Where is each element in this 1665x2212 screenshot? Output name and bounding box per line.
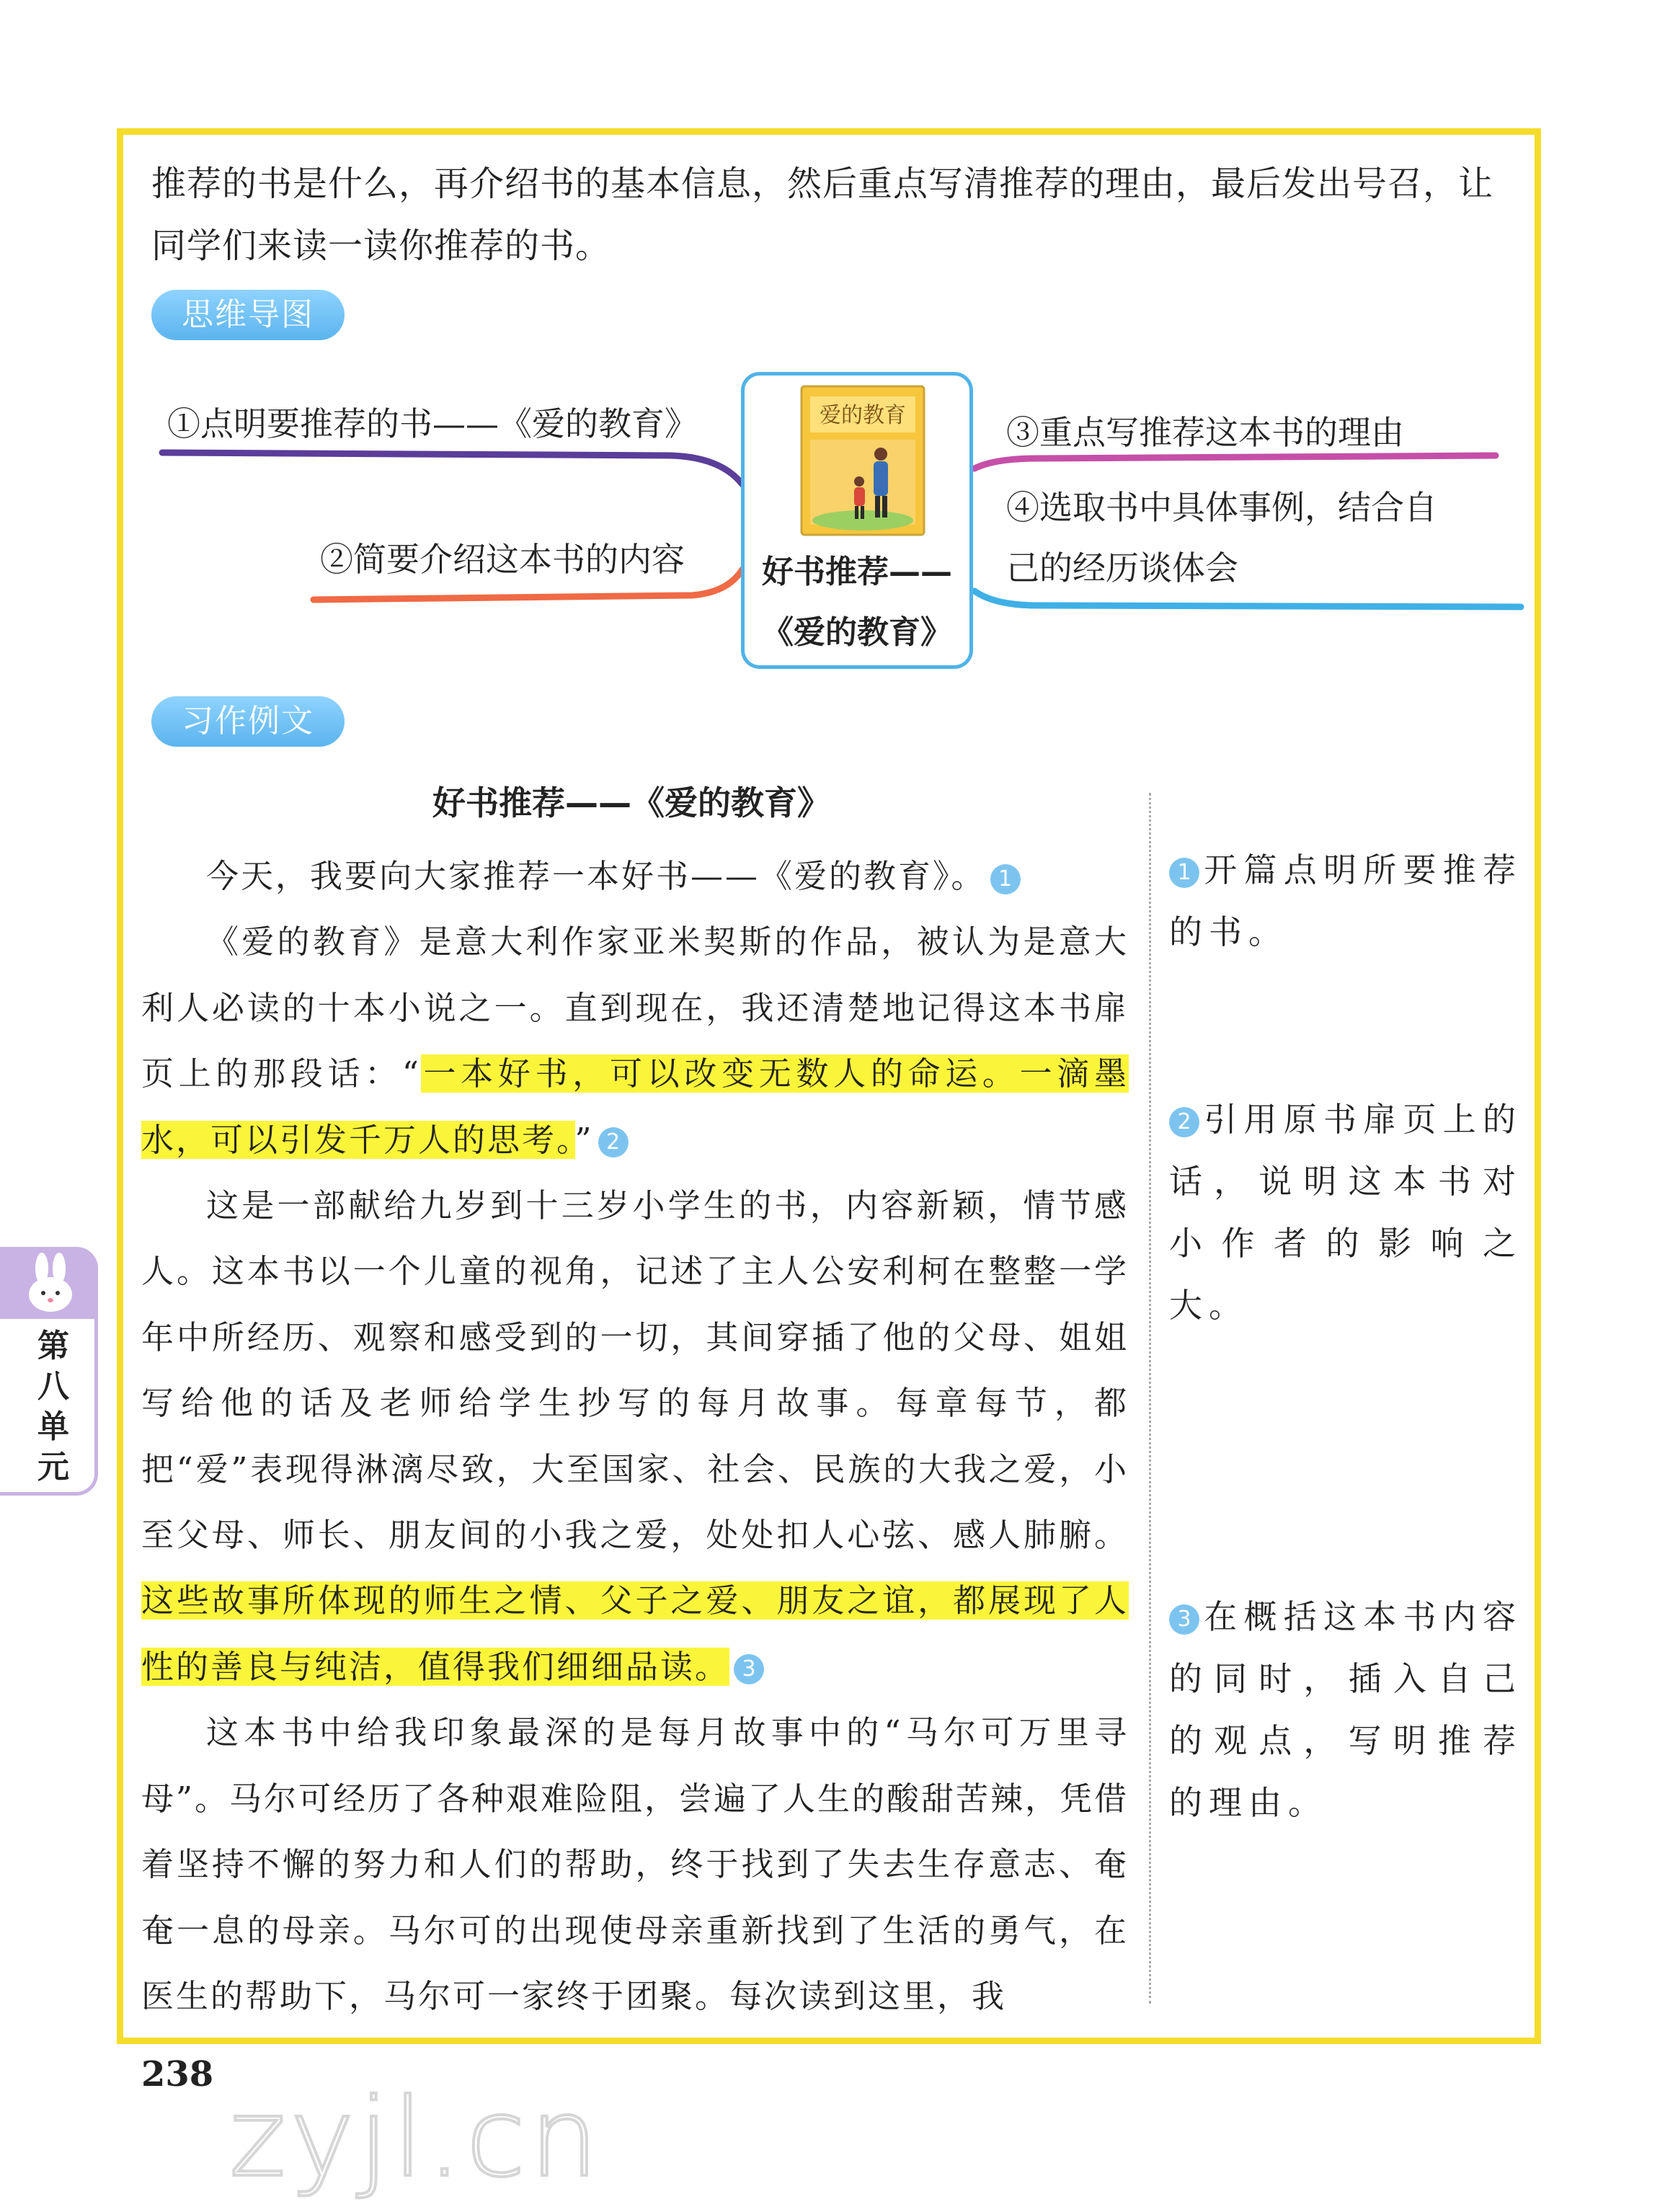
mindmap-item-4-line1: ④选取书中具体事例，结合自 <box>1006 488 1437 527</box>
mindmap-item-3: ③重点写推荐这本书的理由 <box>1006 413 1404 452</box>
center-title-line2: 《爱的教育》 <box>762 614 952 651</box>
mindmap-center-title <box>741 542 973 663</box>
essay-paragraph-1: 今天，我要向大家推荐一本好书——《爱的教育》。 1 <box>141 843 1129 909</box>
book-cover-title: 爱的教育 <box>820 403 906 428</box>
unit-tab-label: 第八单元 <box>37 1328 69 1485</box>
side-note-1: 1 开篇点明所要推荐的书。 <box>1169 850 1522 951</box>
notes-divider <box>1149 793 1151 2004</box>
unit-tab-header <box>0 1247 98 1319</box>
essay-paragraph-4: 这本书中给我印象最深的是每月故事中的“马尔可万里寻母”。马尔可经历了各种艰难险阻，尝遍了人生的酸甜苦辣，凭借着坚持不懈的努力和人们的帮助，终于找到了失去生存意志、奄奄一息的母亲。马尔可的出现使母亲重新找到了生活的勇气，在医生的帮助下，马尔可一家终于团聚。每次读到这里，我 <box>141 1713 1129 2015</box>
note-marker-3: 3 <box>1169 1604 1199 1635</box>
center-title-line1: 好书推荐—— <box>762 554 952 590</box>
branch-3-line <box>974 456 1496 468</box>
essay-title: 好书推荐——《爱的教育》 <box>432 783 830 822</box>
intro-paragraph: 推荐的书是什么，再介绍书的基本信息，然后重点写清推荐的理由，最后发出号召，让同学们来读一读你推荐的书。 <box>151 164 1494 266</box>
marker-3: 3 <box>734 1654 764 1684</box>
side-note-2: 2 引用原书扉页上的话，说明这本书对小作者的影响之大。 <box>1169 1100 1522 1325</box>
mindmap-label: 思维导图 <box>151 290 345 340</box>
rabbit-icon <box>0 1247 98 1319</box>
mindmap-item-2: ②简要介绍这本书的内容 <box>320 540 685 579</box>
marker-1: 1 <box>990 864 1021 894</box>
essay-paragraph-3: 这是一部献给九岁到十三岁小学生的书，内容新颖，情节感人。这本书以一个儿童的视角，记述了主人公安利柯在整整一学年中所经历、观察和感受到的一切，其间穿插了他的父母、姐姐写给他的话及老师给学生抄写的每月故事。每章每节，都把“爱”表现得淋漓尽致，大至国家、社会、民族的大我之爱，小至父母、师长、朋友间的小我之爱，处处扣人心弦、感人肺腑。这些故事所体现的师生之情、父子之爱、朋友之谊，都展现了人性的善良与纯洁，值得我们细细品读。 3 <box>141 1186 1129 1686</box>
mindmap-item-4-line2: 己的经历谈体会 <box>1006 548 1238 587</box>
essay-body <box>141 843 1129 2029</box>
watermark: zyjl.cn <box>229 2076 603 2201</box>
mindmap-item-1: ①点明要推荐的书——《爱的教育》 <box>167 404 698 443</box>
example-label: 习作例文 <box>151 696 345 747</box>
essay-paragraph-2: 《爱的教育》是意大利作家亚米契斯的作品，被认为是意大利人必读的十本小说之一。直到现在，我还清楚地记得这本书扉页上的那段话：“一本好书，可以改变无数人的命运。一滴墨水，可以引发千万人的思考。” 2 <box>141 923 1129 1159</box>
page-number: 238 <box>141 2054 214 2095</box>
marker-2: 2 <box>598 1127 629 1158</box>
note-marker-1: 1 <box>1169 858 1199 888</box>
branch-4-line <box>974 591 1521 607</box>
highlight-reason: 这些故事所体现的师生之情、父子之爱、朋友之谊，都展现了人性的善良与纯洁，值得我们细细品读。 <box>141 1581 1129 1686</box>
side-note-3: 3 在概括这本书内容的同时，插入自己的观点，写明推荐的理由。 <box>1169 1597 1522 1822</box>
book-cover-image <box>796 383 928 538</box>
branch-1-line <box>162 453 742 484</box>
note-marker-2: 2 <box>1169 1107 1199 1137</box>
highlight-quote: 一本好书，可以改变无数人的命运。一滴墨水，可以引发千万人的思考。 <box>141 1054 1129 1159</box>
